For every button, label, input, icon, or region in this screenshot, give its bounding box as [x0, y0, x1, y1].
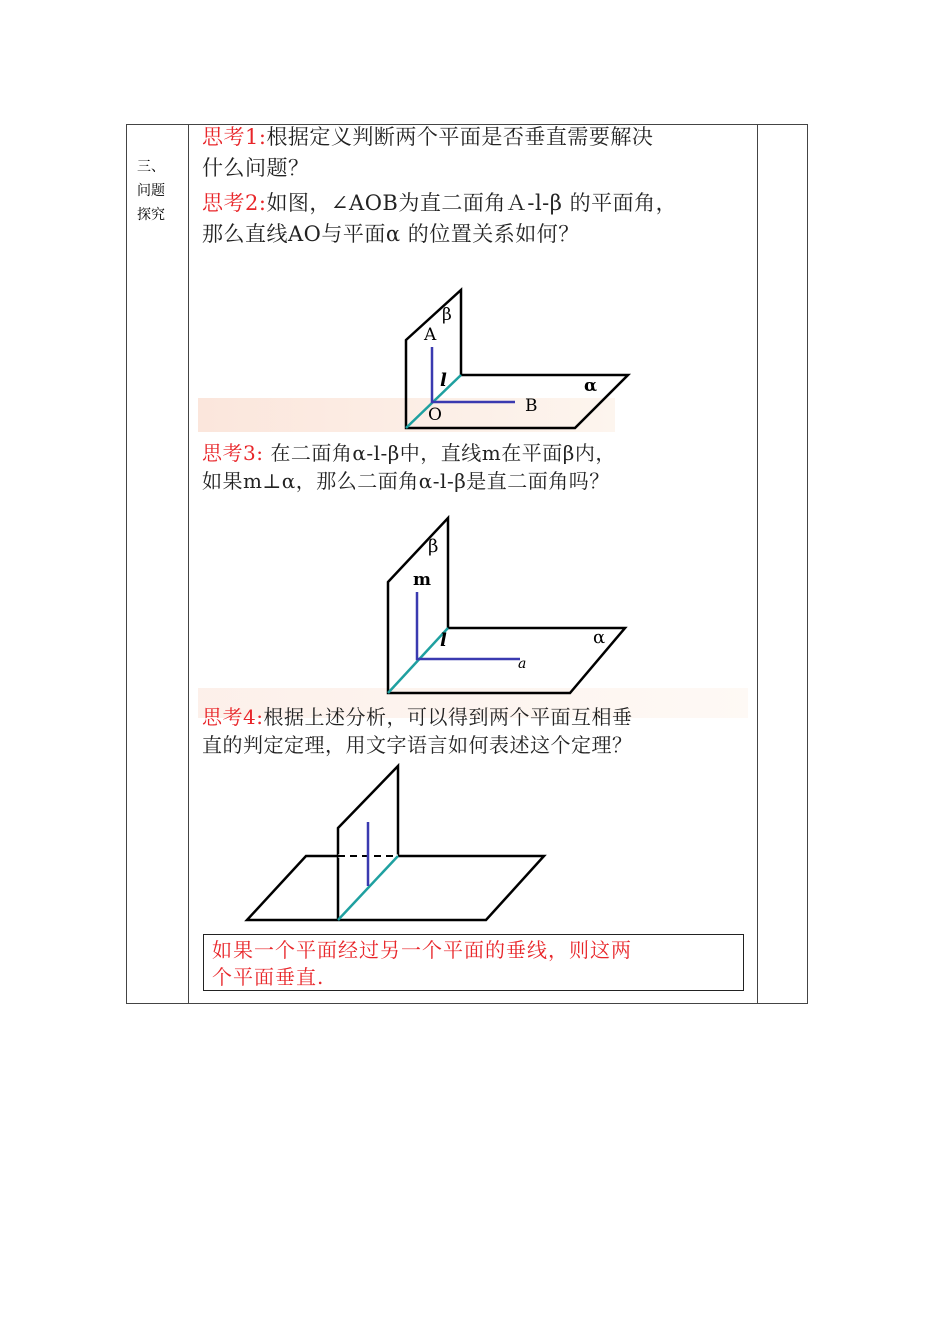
label-m: m: [413, 570, 431, 590]
label-A: A: [424, 325, 437, 345]
figure-dihedral-aob: [406, 290, 628, 428]
theorem-box: [203, 934, 744, 991]
figure-perpendicular-planes: [247, 766, 544, 920]
label-alpha: α: [584, 376, 598, 396]
label-l: l: [440, 630, 447, 651]
question-1-cont: 什么问题？: [202, 156, 310, 180]
question-4: 思考4:根据上述分析，可以得到两个平面互相垂: [202, 705, 633, 729]
question-3: 思考3: 在二面角α-l-β中，直线m在平面β内，: [202, 441, 616, 465]
question-4-cont: 直的判定定理，用文字语言如何表述这个定理？: [202, 733, 633, 757]
label-l: l: [440, 370, 447, 391]
label-O: O: [428, 405, 442, 425]
theorem-text: 如果一个平面经过另一个平面的垂线，则这两: [212, 938, 632, 962]
figure-dihedral-m: [388, 518, 625, 693]
question-3-cont: 如果m⊥α，那么二面角α-l-β是直二面角吗？: [202, 469, 610, 493]
question-1: 思考1:根据定义判断两个平面是否垂直需要解决: [202, 125, 654, 149]
theorem-text: 个平面垂直.: [212, 965, 325, 989]
section-title: 问题: [137, 183, 165, 199]
label-beta: β: [442, 305, 452, 325]
section-number: 三、: [137, 159, 165, 175]
section-title: 探究: [137, 207, 165, 223]
label-beta: β: [428, 536, 439, 557]
label-alpha: α: [593, 627, 606, 648]
question-2: 思考2:如图，∠AOB为直二面角Ａ-l-β 的平面角，: [202, 191, 678, 215]
label-a: a: [518, 656, 527, 672]
question-2-cont: 那么直线AO与平面α 的位置关系如何？: [202, 222, 580, 246]
label-B: B: [525, 396, 538, 416]
